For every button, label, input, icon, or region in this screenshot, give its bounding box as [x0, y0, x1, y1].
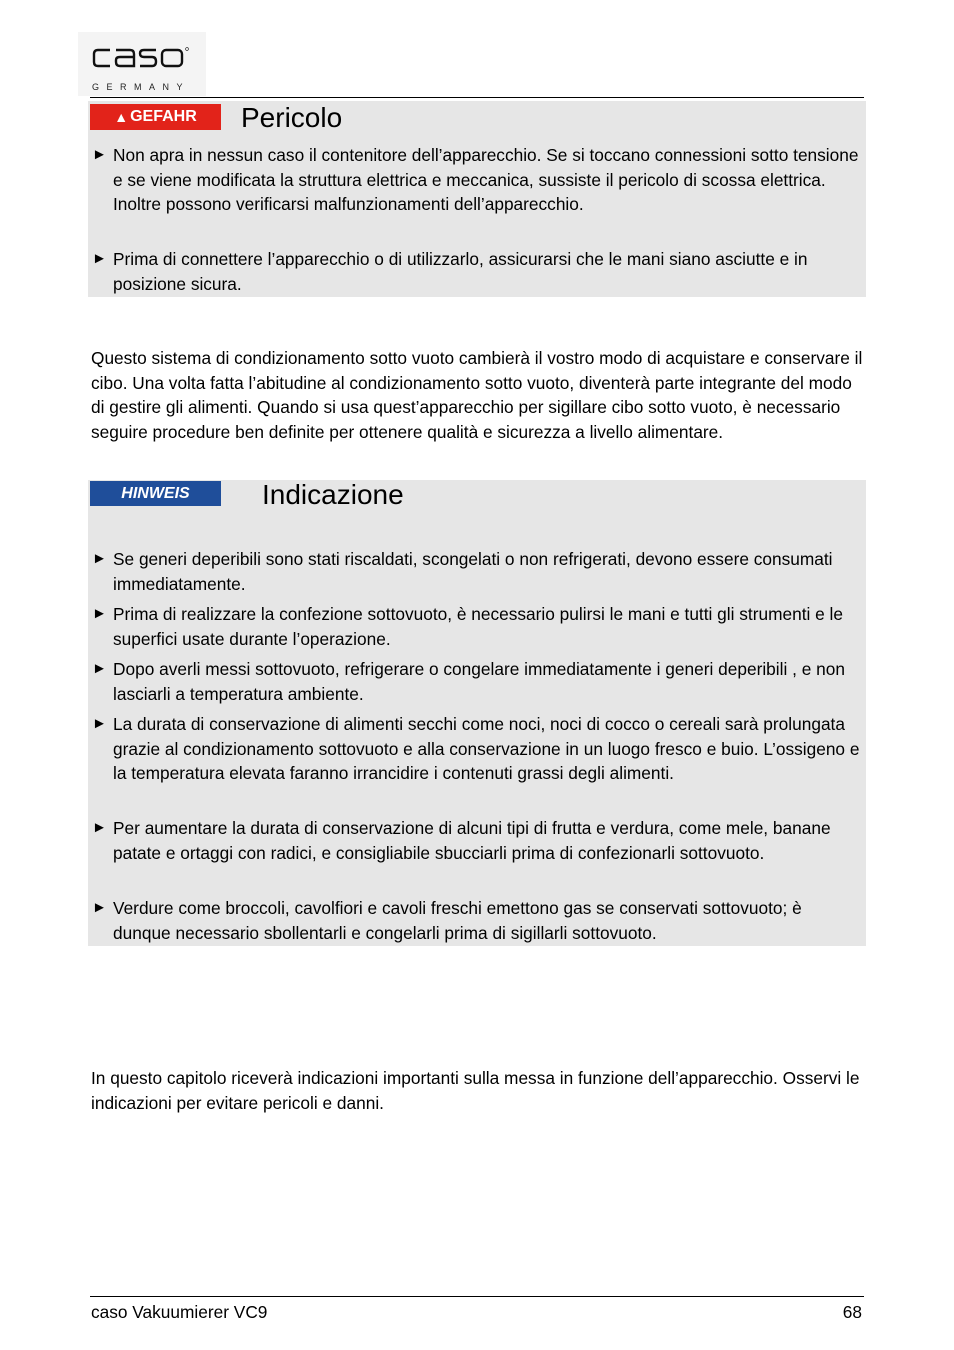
list-item — [92, 816, 862, 865]
intro-paragraph: Questo sistema di condizionamento sotto vuoto cambierà il vostro modo di acquistare e conservare il cibo. Una volta fatta l’abitudine al condizionamento sotto vuoto, diventerà parte integrante del modo di gestire gli alimenti. Quando si usa quest’apparecchio per sigillare cibo sotto vuoto, è necessario seguire procedure ben definite per ottenere qualità e sicurezza a livello alimentare. — [91, 348, 863, 442]
danger-title: Pericolo — [241, 102, 343, 133]
caso-logo-mark — [92, 44, 192, 72]
bullet-text: Prima di connettere l’apparecchio o di utilizzarlo, assicurarsi che le mani siano asciutte e in posizione sicura. — [113, 249, 808, 294]
bullet-text: Dopo averli messi sottovuoto, refrigerare o congelare immediatamente i generi deperibili , e non lasciarli a temperatura ambiente. — [113, 659, 845, 704]
list-item — [92, 896, 862, 945]
triangle-right-icon: ► — [92, 819, 107, 836]
header-rule — [90, 97, 864, 98]
list-item — [92, 247, 862, 296]
warning-triangle-icon: ▲ — [114, 109, 129, 125]
list-item — [92, 547, 862, 596]
triangle-right-icon: ► — [92, 146, 107, 163]
triangle-right-icon: ► — [92, 660, 107, 677]
logo-subtitle: GERMANY — [92, 82, 191, 92]
triangle-right-icon: ► — [92, 250, 107, 267]
list-item — [92, 657, 862, 706]
danger-badge-label: GEFAHR — [130, 108, 197, 125]
footer-rule — [90, 1296, 864, 1297]
bullet-text: Non apra in nessun caso il contenitore dell’apparecchio. Se si toccano connessioni sotto tensione e se viene modificata la struttura elettrica e meccanica, sussiste il pericolo di scossa elettrica. Inoltre possono verificarsi malfunzionamenti dell’apparecchio. — [113, 145, 859, 214]
bullet-text: Se generi deperibili sono stati riscaldati, scongelati o non refrigerati, devono essere consumati immediatamente. — [113, 549, 833, 594]
triangle-right-icon: ► — [92, 899, 107, 916]
chapter-paragraph: In questo capitolo riceverà indicazioni importanti sulla messa in funzione dell’apparecchio. Osservi le indicazioni per evitare pericoli e danni. — [91, 1068, 860, 1113]
bullet-text: Prima di realizzare la confezione sottovuoto, è necessario pulirsi le mani e tutti gli strumenti e le superfici usate durante l’operazione. — [113, 604, 843, 649]
triangle-right-icon: ► — [92, 550, 107, 567]
note-title: Indicazione — [262, 479, 404, 510]
brand-logo — [78, 32, 206, 96]
bullet-text: La durata di conservazione di alimenti secchi come noci, noci di cocco o cereali sarà prolungata grazie al condizionamento sottovuoto e alla conservazione in un luogo fresco e buio. L’ossigeno e la temperatura elevata faranno irrancidire i contenuti grassi degli alimenti. — [113, 714, 860, 783]
danger-badge — [90, 104, 221, 130]
bullet-text: Per aumentare la durata di conservazione di alcuni tipi di frutta e verdura, come mele, banane patate e ortaggi con radici, e consigliabile sbucciarli prima di confezionarli sottovuoto. — [113, 818, 831, 863]
page-number: 68 — [842, 1302, 862, 1322]
triangle-right-icon: ► — [92, 605, 107, 622]
triangle-right-icon: ► — [92, 715, 107, 732]
list-item — [92, 143, 862, 217]
footer-title: caso Vakuumierer VC9 — [91, 1302, 268, 1322]
note-badge: HINWEIS — [90, 481, 221, 506]
list-item — [92, 602, 862, 651]
list-item — [92, 712, 862, 786]
bullet-text: Verdure come broccoli, cavolfiori e cavoli freschi emettono gas se conservati sottovuoto; è dunque necessario sbollentarli e congelarli prima di sigillarli sottovuoto. — [113, 898, 802, 943]
